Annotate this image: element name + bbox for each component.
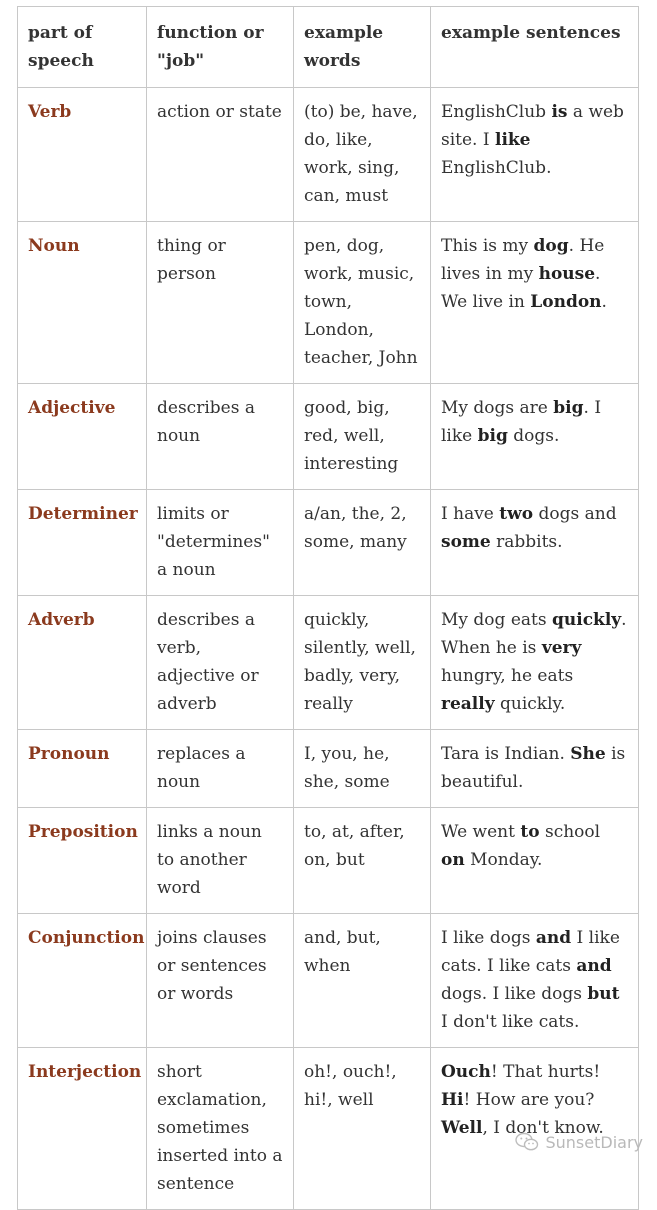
function-cell: describes a noun — [147, 384, 294, 490]
sentence-segment: . I like — [441, 398, 602, 446]
sentence-segment: My dog eats — [441, 610, 552, 630]
example-words-cell: and, but, when — [294, 914, 431, 1048]
sentence-segment: I don't like cats. — [441, 1012, 580, 1032]
example-words-cell: good, big, red, well, interesting — [294, 384, 431, 490]
function-cell: replaces a noun — [147, 730, 294, 808]
part-of-speech-cell: Interjection — [18, 1048, 147, 1210]
sentence-segment: ! That hurts! — [490, 1062, 601, 1082]
example-sentence-cell — [431, 490, 639, 596]
part-of-speech-cell: Adjective — [18, 384, 147, 490]
sentence-segment: . When he is — [441, 610, 627, 658]
sentence-segment: , I don't know. — [482, 1118, 604, 1138]
sentence-segment: . — [601, 292, 607, 312]
sentence-bold-segment: very — [541, 638, 582, 658]
example-sentence-cell — [431, 88, 639, 222]
sentence-bold-segment: house — [538, 264, 596, 284]
sentence-segment: EnglishClub — [441, 102, 552, 122]
part-of-speech-cell: Preposition — [18, 808, 147, 914]
example-words-cell: quickly, silently, well, badly, very, really — [294, 596, 431, 730]
sentence-segment: dogs. I like dogs — [441, 984, 588, 1004]
sentence-bold-segment: really — [441, 694, 495, 714]
part-of-speech-cell: Noun — [18, 222, 147, 384]
table-row — [18, 596, 639, 730]
example-sentence-cell — [431, 222, 639, 384]
table-row — [18, 1048, 639, 1210]
sentence-segment: . We live in — [441, 264, 601, 312]
example-sentence-cell — [431, 1048, 639, 1210]
sentence-segment: a web site. I — [441, 102, 624, 150]
function-cell: limits or "determines" a noun — [147, 490, 294, 596]
sentence-bold-segment: She — [570, 744, 606, 764]
function-cell: short exclamation, sometimes inserted into a sentence — [147, 1048, 294, 1210]
table-row — [18, 914, 639, 1048]
sentence-segment: rabbits. — [490, 532, 563, 552]
sentence-segment: dogs and — [533, 504, 617, 524]
sentence-segment: I like cats. I like cats — [441, 928, 620, 976]
header-example-sentences: example sentences — [431, 7, 639, 88]
example-sentence-cell — [431, 808, 639, 914]
sentence-segment: hungry, he eats — [441, 666, 574, 686]
sentence-segment: Monday. — [464, 850, 543, 870]
table-row — [18, 222, 639, 384]
header-part-of-speech: part of speech — [18, 7, 147, 88]
sentence-bold-segment: but — [587, 984, 620, 1004]
header-example-words: example words — [294, 7, 431, 88]
part-of-speech-cell: Adverb — [18, 596, 147, 730]
sentence-segment: I have — [441, 504, 500, 524]
table-row — [18, 808, 639, 914]
sentence-bold-segment: like — [494, 130, 531, 150]
sentence-segment: is beautiful. — [441, 744, 626, 792]
example-words-cell: pen, dog, work, music, town, London, teacher, John — [294, 222, 431, 384]
function-cell: joins clauses or sentences or words — [147, 914, 294, 1048]
sentence-segment: school — [539, 822, 601, 842]
sentence-segment: I like dogs — [441, 928, 536, 948]
parts-of-speech-table — [17, 6, 639, 1210]
header-row — [18, 7, 639, 88]
sentence-segment: . He lives in my — [441, 236, 605, 284]
table-row — [18, 490, 639, 596]
example-words-cell: a/an, the, 2, some, many — [294, 490, 431, 596]
example-sentence-cell — [431, 384, 639, 490]
sentence-bold-segment: to — [520, 822, 540, 842]
sentence-segment: This is my — [441, 236, 534, 256]
sentence-segment: EnglishClub. — [441, 158, 552, 178]
sentence-segment: We went — [441, 822, 521, 842]
sentence-segment: My dogs are — [441, 398, 554, 418]
part-of-speech-cell: Determiner — [18, 490, 147, 596]
sentence-segment: dogs. — [507, 426, 560, 446]
example-sentence-cell — [431, 596, 639, 730]
header-function: function or "job" — [147, 7, 294, 88]
function-cell: thing or person — [147, 222, 294, 384]
sentence-bold-segment: dog — [533, 236, 569, 256]
sentence-bold-segment: Hi — [441, 1090, 464, 1110]
sentence-bold-segment: on — [441, 850, 465, 870]
wechat-icon — [515, 1132, 539, 1152]
table-row — [18, 384, 639, 490]
sentence-bold-segment: big — [553, 398, 584, 418]
sentence-bold-segment: quickly — [551, 610, 622, 630]
sentence-segment: ! How are you? — [463, 1090, 595, 1110]
table-row — [18, 88, 639, 222]
sentence-bold-segment: London — [530, 292, 602, 312]
table-row — [18, 730, 639, 808]
example-sentence-cell — [431, 914, 639, 1048]
watermark — [515, 1132, 643, 1152]
part-of-speech-cell: Pronoun — [18, 730, 147, 808]
sentence-bold-segment: some — [441, 532, 491, 552]
sentence-bold-segment: is — [551, 102, 568, 122]
function-cell: action or state — [147, 88, 294, 222]
sentence-bold-segment: Well — [441, 1118, 483, 1138]
part-of-speech-cell: Verb — [18, 88, 147, 222]
example-words-cell: I, you, he, she, some — [294, 730, 431, 808]
sentence-bold-segment: and — [535, 928, 572, 948]
example-words-cell: oh!, ouch!, hi!, well — [294, 1048, 431, 1210]
sentence-bold-segment: two — [499, 504, 534, 524]
example-words-cell: to, at, after, on, but — [294, 808, 431, 914]
sentence-bold-segment: Ouch — [441, 1062, 491, 1082]
sentence-bold-segment: and — [576, 956, 612, 976]
example-sentence-cell — [431, 730, 639, 808]
sentence-segment: quickly. — [494, 694, 566, 714]
sentence-bold-segment: big — [477, 426, 508, 446]
function-cell: links a noun to another word — [147, 808, 294, 914]
watermark-text: SunsetDiary — [545, 1132, 643, 1152]
part-of-speech-cell: Conjunction — [18, 914, 147, 1048]
sentence-segment: Tara is Indian. — [441, 744, 571, 764]
example-words-cell: (to) be, have, do, like, work, sing, can, must — [294, 88, 431, 222]
function-cell: describes a verb, adjective or adverb — [147, 596, 294, 730]
